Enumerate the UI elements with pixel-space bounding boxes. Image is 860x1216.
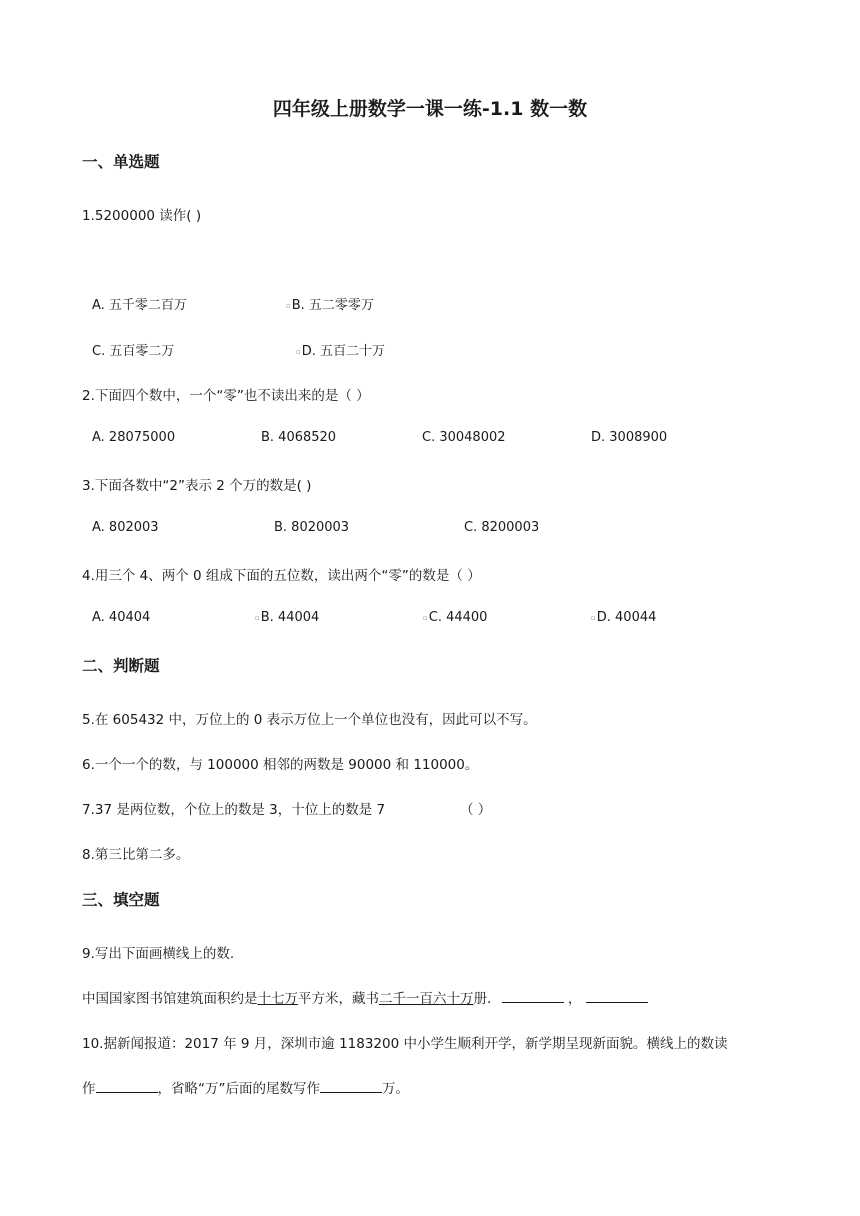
q1-option-d: ▫D. 五百二十万 [296, 344, 386, 359]
q4-option-d: ▫D. 40044 [591, 610, 657, 625]
q4-option-b: ▫B. 44004 [255, 610, 320, 625]
q1-option-b: ▫B. 五二零零万 [286, 298, 374, 313]
section-heading-single-choice: 一、单选题 [82, 153, 160, 171]
q7-answer-parentheses: （ ） [460, 802, 492, 818]
option-marker-icon: ▫ [296, 347, 301, 356]
underlined-area: 十七万 [257, 991, 298, 1007]
option-marker-icon: ▫ [286, 301, 291, 310]
question-1: 1.5200000 读作( ) [82, 208, 202, 224]
question-3: 3.下面各数中“2”表示 2 个万的数是( ) [82, 478, 312, 494]
question-6: 6.一个一个的数，与 100000 相邻的两数是 90000 和 110000。 [82, 757, 479, 773]
q2-option-d: D. 3008900 [591, 430, 668, 445]
question-8: 8.第三比第二多。 [82, 847, 190, 863]
question-10-line-2: 作 ，省略“万”后面的尾数写作 万。 [82, 1081, 409, 1097]
question-7: 7.37 是两位数，个位上的数是 3，十位上的数是 7 [82, 802, 386, 818]
answer-blank-1[interactable] [502, 990, 564, 1003]
section-heading-true-false: 二、判断题 [82, 657, 160, 675]
question-4: 4.用三个 4、两个 0 组成下面的五位数，读出两个“零”的数是（ ） [82, 568, 481, 584]
q2-option-c: C. 30048002 [422, 430, 506, 445]
q3-option-a: A. 802003 [92, 520, 159, 535]
question-5: 5.在 605432 中，万位上的 0 表示万位上一个单位也没有，因此可以不写。 [82, 712, 537, 728]
q2-option-b: B. 4068520 [261, 430, 337, 445]
question-10-line-1: 10.据新闻报道：2017 年 9 月，深圳市逾 1183200 中小学生顺利开学，新学期呈现新面貌。横线上的数读 [82, 1036, 728, 1052]
q3-option-c: C. 8200003 [464, 520, 540, 535]
question-9-sentence: 中国国家图书馆建筑面积约是十七万平方米，藏书二千一百六十万册. ， [82, 987, 648, 1007]
q4-option-c: ▫C. 44400 [423, 610, 488, 625]
option-marker-icon: ▫ [423, 613, 428, 622]
option-marker-icon: ▫ [591, 613, 596, 622]
q1-option-c: C. 五百零二万 [92, 344, 175, 359]
question-2: 2.下面四个数中，一个“零”也不读出来的是（ ） [82, 388, 370, 404]
section-heading-fill-blank: 三、填空题 [82, 891, 160, 909]
option-marker-icon: ▫ [255, 613, 260, 622]
answer-blank-reading[interactable] [96, 1080, 158, 1093]
page-title: 四年级上册数学一课一练-1.1 数一数 [272, 98, 588, 120]
answer-blank-approx[interactable] [320, 1080, 382, 1093]
q3-option-b: B. 8020003 [274, 520, 350, 535]
q1-option-a: A. 五千零二百万 [92, 298, 187, 313]
q4-option-a: A. 40404 [92, 610, 151, 625]
q2-option-a: A. 28075000 [92, 430, 176, 445]
question-9: 9.写出下面画横线上的数. [82, 946, 235, 962]
answer-blank-2[interactable] [586, 990, 648, 1003]
underlined-book-count: 二千一百六十万 [379, 991, 474, 1007]
